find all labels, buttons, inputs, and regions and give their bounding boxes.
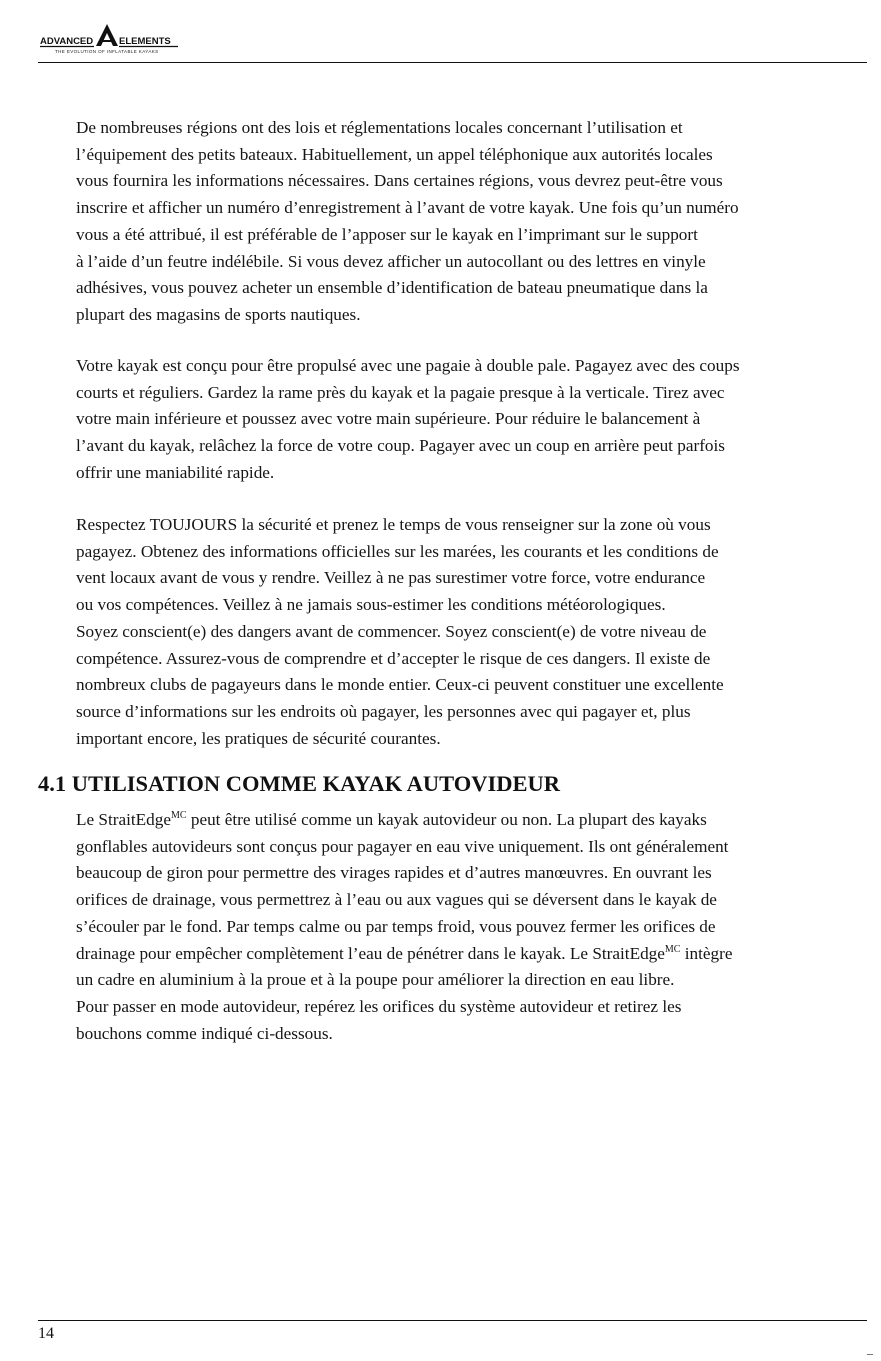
logo-left-text: ADVANCED	[40, 36, 94, 47]
text-line: Pour passer en mode autovideur, repérez les orifices du système autovideur et retirez les	[76, 996, 682, 1016]
text-line	[76, 941, 846, 968]
text-line: votre main inférieure et poussez avec votre main supérieure. Pour réduire le balancement à	[76, 409, 701, 429]
text-line: offrir une maniabilité rapide.	[76, 462, 275, 482]
paragraph-regulations	[76, 115, 846, 329]
text-line: l’équipement des petits bateaux. Habituellement, un appel téléphonique aux autorités locales	[76, 144, 713, 164]
text-run: Le StraitEdge	[76, 810, 171, 829]
text-line	[76, 807, 846, 834]
trademark-superscript: MC	[664, 943, 681, 955]
text-line: vent locaux avant de vous y rendre. Veillez à ne pas surestimer votre force, votre endurance	[76, 568, 706, 588]
section-heading: 4.1 UTILISATION COMME KAYAK AUTOVIDEUR	[38, 771, 560, 796]
text-line: compétence. Assurez-vous de comprendre et d’accepter le risque de ces dangers. Il existe de	[76, 648, 711, 668]
text-line: vous fournira les informations nécessaires. Dans certaines régions, vous devrez peut-être vous	[76, 171, 723, 191]
text-line: orifices de drainage, vous permettrez à l’eau ou aux vagues qui se déversent dans le kayak de	[76, 890, 717, 910]
text-line: Votre kayak est conçu pour être propulsé avec une pagaie à double pale. Pagayez avec des coups	[76, 356, 740, 375]
text-run: drainage pour empêcher complètement l’eau de pénétrer dans le kayak. Le StraitEdge	[76, 943, 665, 963]
text-line: beaucoup de giron pour permettre des virages rapides et d’autres manœuvres. En ouvrant les	[76, 863, 712, 883]
logo-tagline: THE EVOLUTION OF INFLATABLE KAYAKS	[55, 49, 159, 54]
text-line: un cadre en aluminium à la proue et à la poupe pour améliorer la direction en eau libre.	[76, 970, 675, 990]
text-line: important encore, les pratiques de sécurité courantes.	[76, 728, 441, 748]
brand-logo-mark	[38, 22, 188, 60]
text-line: plupart des magasins de sports nautiques.	[76, 304, 361, 324]
footer-rule	[38, 1320, 867, 1321]
corner-mark	[867, 1351, 873, 1355]
logo-right-text: ELEMENTS	[119, 36, 171, 47]
text-run: peut être utilisé comme un kayak autovideur ou non. La plupart des kayaks	[186, 810, 707, 829]
text-line: source d’informations sur les endroits où pagayer, les personnes avec qui pagayer et, plus	[76, 701, 691, 721]
text-line: adhésives, vous pouvez acheter un ensemble d’identification de bateau pneumatique dans la	[76, 278, 708, 298]
brand-logo	[38, 22, 188, 60]
text-line: De nombreuses régions ont des lois et réglementations locales concernant l’utilisation et	[76, 118, 683, 137]
text-line: nombreux clubs de pagayeurs dans le monde entier. Ceux-ci peuvent constituer une excellente	[76, 675, 724, 695]
text-line: à l’aide d’un feutre indélébile. Si vous devez afficher un autocollant ou des lettres en vinyle	[76, 251, 706, 271]
page-number: 14	[38, 1325, 54, 1342]
trademark-superscript: MC	[170, 810, 187, 821]
text-line: pagayez. Obtenez des informations officielles sur les marées, les courants et les conditions de	[76, 541, 719, 561]
text-line: courts et réguliers. Gardez la rame près du kayak et la pagaie presque à la verticale. Tirez avec	[76, 382, 725, 402]
text-line: vous a été attribué, il est préférable de l’apposer sur le kayak en l’imprimant sur le support	[76, 224, 698, 244]
paragraph-paddling	[76, 353, 846, 487]
text-run: intègre	[680, 943, 733, 963]
text-line: gonflables autovideurs sont conçus pour pagayer en eau vive uniquement. Ils ont généralement	[76, 836, 729, 856]
text-line: Soyez conscient(e) des dangers avant de commencer. Soyez conscient(e) de votre niveau de	[76, 621, 707, 641]
paragraph-safety	[76, 512, 846, 752]
text-line: ou vos compétences. Veillez à ne jamais sous-estimer les conditions météorologiques.	[76, 595, 666, 615]
paragraph-self-bailing	[76, 807, 846, 1047]
text-line: bouchons comme indiqué ci-dessous.	[76, 1023, 333, 1043]
header-rule	[38, 62, 867, 63]
text-line: l’avant du kayak, relâchez la force de votre coup. Pagayer avec un coup en arrière peut parfois	[76, 436, 725, 456]
logo-a-icon	[96, 24, 118, 46]
text-line: inscrire et afficher un numéro d’enregistrement à l’avant de votre kayak. Une fois qu’un numéro	[76, 198, 739, 218]
text-line: s’écouler par le fond. Par temps calme ou par temps froid, vous pouvez fermer les orifices de	[76, 916, 716, 936]
text-line: Respectez TOUJOURS la sécurité et prenez le temps de vous renseigner sur la zone où vous	[76, 515, 711, 534]
